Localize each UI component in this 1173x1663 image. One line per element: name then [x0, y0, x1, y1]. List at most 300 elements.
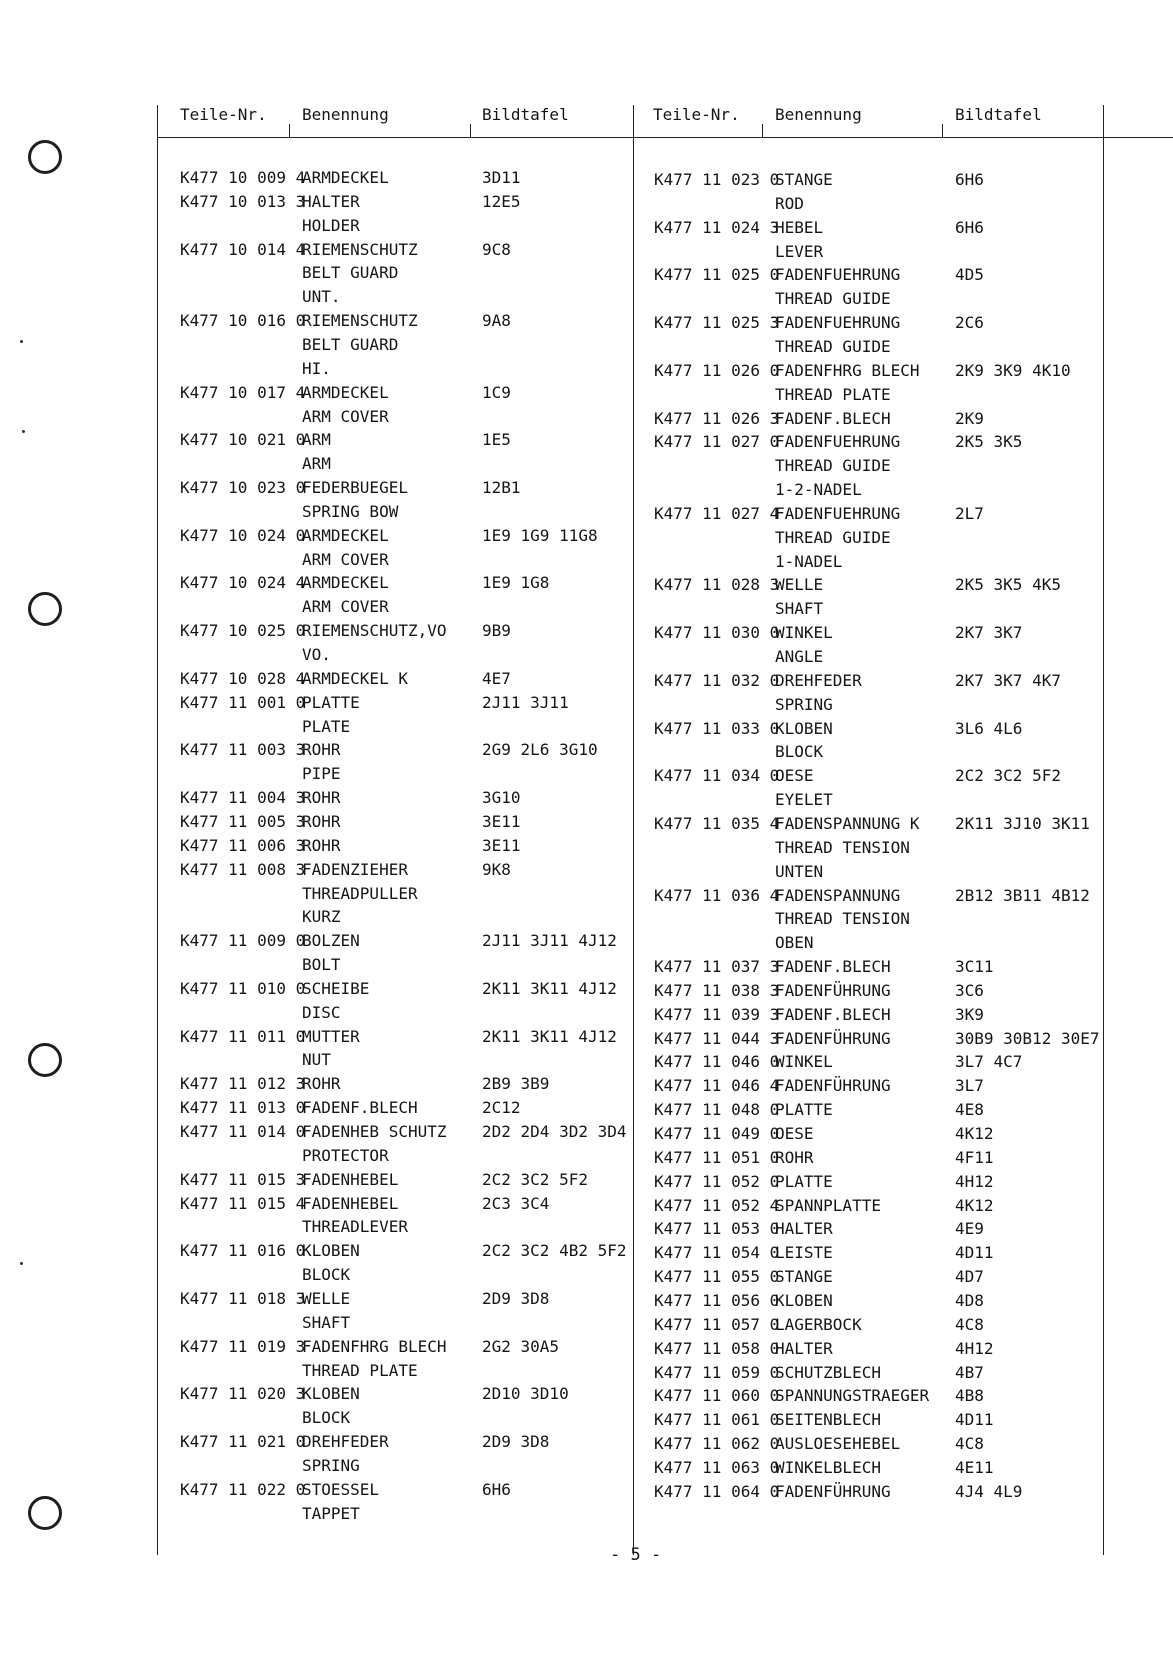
plate-reference: 1C9 [482, 382, 511, 402]
header-teile-nr: Teile-Nr. [180, 105, 267, 124]
part-name: BOLZEN [302, 931, 360, 951]
part-number: K477 10 014 4 [180, 239, 306, 259]
list-item [0, 1289, 1173, 1312]
part-number: K477 11 014 0 [180, 1122, 306, 1141]
part-name: FADENF.BLECH [775, 408, 891, 428]
part-name: KLOBEN [775, 1290, 833, 1310]
part-number: K477 11 054 0 [654, 1243, 780, 1263]
list-item [0, 1480, 1173, 1503]
part-number: K477 11 030 0 [654, 623, 780, 643]
part-name: BLOCK [775, 742, 824, 762]
part-name: NUT [302, 1050, 331, 1070]
plate-reference: 1E5 [482, 430, 511, 450]
plate-reference: 30B9 30B12 30E7 [955, 1028, 1100, 1048]
plate-reference: 2K11 3K11 4J12 [482, 978, 617, 998]
plate-reference: 9K8 [482, 859, 511, 879]
part-number: K477 11 052 0 [654, 1171, 780, 1191]
part-number: K477 10 024 4 [180, 573, 306, 593]
plate-reference: 2D9 3D8 [482, 1432, 550, 1452]
header-tick [942, 124, 943, 137]
part-name: STANGE [775, 170, 833, 189]
plate-reference: 2K7 3K7 [955, 623, 1023, 643]
part-name: STOESSEL [302, 1479, 380, 1499]
header-rule [157, 137, 1173, 138]
part-name: FADENF.BLECH [775, 1004, 891, 1024]
plate-reference: 3C6 [955, 980, 984, 1000]
part-name: ROD [775, 193, 804, 213]
part-number: K477 10 009 4 [180, 168, 306, 187]
header-bildtafel: Bildtafel [482, 105, 569, 124]
part-name: ANGLE [775, 647, 824, 666]
plate-reference: 3C11 [955, 957, 994, 977]
list-item [0, 931, 1173, 954]
part-name: SHAFT [775, 599, 824, 619]
part-name: FADENF.BLECH [302, 1098, 418, 1118]
part-number: K477 11 052 4 [654, 1195, 780, 1215]
plate-reference: 4D7 [955, 1267, 984, 1287]
part-name: PLATE [302, 716, 351, 736]
list-item [0, 216, 1173, 239]
part-number: K477 11 004 3 [180, 788, 306, 808]
list-item [0, 1217, 1173, 1240]
part-name: MUTTER [302, 1026, 360, 1046]
part-name: RIEMENSCHUTZ [302, 311, 418, 331]
plate-reference: 6H6 [955, 170, 984, 189]
part-name: DREHFEDER [302, 1432, 389, 1452]
plate-reference: 2D2 2D4 3D2 3D4 [482, 1122, 627, 1141]
part-name: FADENFUEHRUNG [775, 313, 901, 333]
plate-reference: 4C8 [955, 1434, 984, 1454]
part-name: DISC [302, 1002, 341, 1022]
list-item [0, 621, 1173, 644]
plate-reference: 3L6 4L6 [955, 718, 1023, 738]
part-number: K477 11 061 0 [654, 1410, 780, 1430]
part-number: K477 10 021 0 [180, 430, 306, 450]
plate-reference: 2G9 2L6 3G10 [482, 740, 598, 760]
part-number: K477 11 003 3 [180, 740, 306, 760]
header-bildtafel: Bildtafel [955, 105, 1042, 124]
list-item [0, 478, 1173, 501]
part-number: K477 11 036 4 [654, 885, 780, 905]
part-number: K477 11 005 3 [180, 811, 306, 831]
part-number: K477 11 026 0 [654, 360, 780, 380]
part-number: K477 11 015 4 [180, 1193, 306, 1213]
part-name: FADENFUEHRUNG [775, 432, 901, 452]
part-name: BLOCK [302, 1408, 351, 1428]
part-name: FADENF.BLECH [775, 957, 891, 977]
part-name: FADENSPANNUNG [775, 885, 901, 905]
part-name: ROHR [302, 740, 341, 760]
plate-reference: 3D11 [482, 168, 521, 187]
part-name: ROHR [302, 835, 341, 855]
plate-reference: 4H12 [955, 1171, 994, 1191]
plate-reference: 2K11 3J10 3K11 [955, 813, 1090, 833]
header-tick [470, 124, 471, 137]
part-name: ROHR [302, 811, 341, 831]
list-item [0, 407, 1173, 430]
list-item [0, 454, 1173, 477]
list-item [0, 1337, 1173, 1360]
part-number: K477 11 044 3 [654, 1028, 780, 1048]
plate-reference: 9C8 [482, 239, 511, 259]
part-number: K477 11 023 0 [654, 170, 780, 189]
part-name: ARM COVER [302, 549, 389, 569]
plate-reference: 4B8 [955, 1386, 984, 1406]
plate-reference: 2C2 3C2 5F2 [955, 766, 1061, 786]
part-number: K477 10 024 0 [180, 525, 306, 545]
part-number: K477 10 013 3 [180, 191, 306, 211]
part-number: K477 11 016 0 [180, 1241, 306, 1261]
part-name: SCHEIBE [302, 978, 370, 998]
part-number: K477 11 038 3 [654, 980, 780, 1000]
part-number: K477 11 010 0 [180, 978, 306, 998]
part-name: ROHR [775, 1147, 814, 1167]
list-item [0, 812, 1173, 835]
part-name: THREAD TENSION [775, 909, 910, 929]
part-number: K477 10 023 0 [180, 478, 306, 498]
part-name: ROHR [302, 1074, 341, 1094]
part-name: THREADLEVER [302, 1217, 408, 1237]
list-item [0, 669, 1173, 692]
plate-reference: 2K5 3K5 4K5 [955, 575, 1061, 595]
list-item [0, 526, 1173, 549]
part-name: FADENFÜHRUNG [775, 1076, 891, 1096]
plate-reference: 4J4 4L9 [955, 1481, 1023, 1501]
list-item [0, 1265, 1173, 1288]
part-name: OBEN [775, 933, 814, 953]
part-name: THREADPULLER [302, 883, 418, 903]
list-item [0, 1361, 1173, 1384]
list-item [0, 907, 1173, 930]
list-item [0, 1502, 1173, 1525]
part-number: K477 11 046 0 [654, 1052, 780, 1072]
part-name: THREAD PLATE [775, 384, 891, 404]
part-name: HALTER [775, 1219, 833, 1239]
list-item [0, 1027, 1173, 1050]
plate-reference: 2K5 3K5 [955, 432, 1023, 452]
part-name: ARMDECKEL [302, 168, 389, 187]
part-name: BOLT [302, 955, 341, 975]
plate-reference: 2K11 3K11 4J12 [482, 1026, 617, 1046]
part-name: ARM COVER [302, 597, 389, 617]
plate-reference: 3E11 [482, 811, 521, 831]
part-name: OESE [775, 766, 814, 786]
plate-reference: 2J11 3J11 [482, 692, 569, 712]
plate-reference: 2J11 3J11 4J12 [482, 931, 617, 951]
part-name: KURZ [302, 907, 341, 927]
list-item [0, 1313, 1173, 1336]
part-name: SPRING [775, 694, 833, 714]
list-item [0, 1456, 1173, 1479]
list-item [0, 717, 1173, 740]
part-number: K477 11 009 0 [180, 931, 306, 951]
part-number: K477 11 013 0 [180, 1098, 306, 1118]
part-name: FADENFUEHRUNG [775, 265, 901, 285]
list-item [0, 597, 1173, 620]
part-name: EYELET [775, 790, 833, 810]
list-item [0, 335, 1173, 358]
part-name: RIEMENSCHUTZ [302, 239, 418, 259]
part-name: RIEMENSCHUTZ,VO [302, 621, 447, 641]
part-name: FADENFHRG BLECH [775, 360, 920, 380]
plate-reference: 12B1 [482, 478, 521, 498]
plate-reference: 4F11 [955, 1147, 994, 1167]
plate-reference: 2L7 [955, 503, 984, 523]
plate-reference: 2K9 [955, 408, 984, 428]
plate-reference: 2B12 3B11 4B12 [955, 885, 1090, 905]
plate-reference: 4D5 [955, 265, 984, 285]
plate-reference: 4E8 [955, 1100, 984, 1120]
part-name: KLOBEN [775, 718, 833, 738]
part-name: HEBEL [775, 217, 824, 237]
part-name: WINKEL [775, 623, 833, 643]
plate-reference: 2C6 [955, 313, 984, 333]
part-number: K477 11 035 4 [654, 813, 780, 833]
list-item [0, 1074, 1173, 1097]
part-name: UNTEN [775, 861, 824, 881]
part-number: K477 11 012 3 [180, 1074, 306, 1094]
part-number: K477 11 020 3 [180, 1384, 306, 1404]
plate-reference: 4K12 [955, 1195, 994, 1215]
list-item [0, 1050, 1173, 1073]
plate-reference: 2K9 3K9 4K10 [955, 360, 1071, 380]
part-name: ARM COVER [302, 406, 389, 426]
part-name: THREAD GUIDE [775, 527, 891, 547]
part-number: K477 11 001 0 [180, 692, 306, 712]
part-name: ARMDECKEL [302, 382, 389, 402]
plate-reference: 4H12 [955, 1338, 994, 1358]
list-item [0, 693, 1173, 716]
header-tick [289, 124, 290, 137]
list-item [0, 1146, 1173, 1169]
part-number: K477 11 057 0 [654, 1314, 780, 1334]
plate-reference: 4B7 [955, 1362, 984, 1382]
plate-reference: 4E7 [482, 668, 511, 688]
list-item [0, 240, 1173, 263]
plate-reference: 3E11 [482, 835, 521, 855]
part-name: FADENSPANNUNG K [775, 813, 920, 833]
part-name: THREAD GUIDE [775, 336, 891, 356]
plate-reference: 3L7 4C7 [955, 1052, 1023, 1072]
part-name: LEISTE [775, 1243, 833, 1263]
list-item [0, 1408, 1173, 1431]
plate-reference: 4C8 [955, 1314, 984, 1334]
part-number: K477 11 048 0 [654, 1100, 780, 1120]
header-benennung: Benennung [302, 105, 389, 124]
list-item [0, 740, 1173, 763]
list-item [0, 1098, 1173, 1121]
part-name: BELT GUARD [302, 263, 399, 283]
plate-reference: 2G2 30A5 [482, 1336, 560, 1356]
list-item [0, 645, 1173, 668]
part-number: K477 11 015 3 [180, 1169, 306, 1189]
part-name: SPRING BOW [302, 501, 399, 521]
part-name: KLOBEN [302, 1241, 360, 1261]
list-item [0, 287, 1173, 310]
list-item [0, 836, 1173, 859]
part-name: FADENFHRG BLECH [302, 1336, 447, 1356]
part-number: K477 11 037 3 [654, 957, 780, 977]
part-name: THREAD GUIDE [775, 289, 891, 309]
plate-reference: 2C12 [482, 1098, 521, 1118]
part-name: FADENHEBEL [302, 1169, 399, 1189]
part-name: HOLDER [302, 215, 360, 235]
part-name: FADENZIEHER [302, 859, 408, 879]
list-item [0, 263, 1173, 286]
plate-reference: 4D8 [955, 1290, 984, 1310]
plate-reference: 4D11 [955, 1243, 994, 1263]
part-number: K477 11 033 0 [654, 718, 780, 738]
part-name: STANGE [775, 1267, 833, 1287]
part-number: K477 11 018 3 [180, 1288, 306, 1308]
part-number: K477 11 051 0 [654, 1147, 780, 1167]
list-item [0, 955, 1173, 978]
list-item [0, 860, 1173, 883]
list-item [0, 311, 1173, 334]
plate-reference: 4E9 [955, 1219, 984, 1239]
part-name: FADENFÜHRUNG [775, 1028, 891, 1048]
header-tick [762, 124, 763, 137]
plate-reference: 2C2 3C2 4B2 5F2 [482, 1241, 627, 1261]
part-number: K477 11 064 0 [654, 1481, 780, 1501]
plate-reference: 6H6 [955, 217, 984, 237]
list-item [0, 1241, 1173, 1264]
plate-reference: 1E9 1G8 [482, 573, 550, 593]
list-item [0, 1003, 1173, 1026]
part-name: HI. [302, 358, 331, 378]
part-name: BELT GUARD [302, 334, 399, 354]
part-number: K477 10 016 0 [180, 311, 306, 331]
list-item [0, 550, 1173, 573]
part-number: K477 11 024 3 [654, 217, 780, 237]
part-name: ARM [302, 430, 331, 450]
part-number: K477 10 017 4 [180, 382, 306, 402]
plate-reference: 2B9 3B9 [482, 1074, 550, 1094]
part-number: K477 11 046 4 [654, 1076, 780, 1096]
part-name: KLOBEN [302, 1384, 360, 1404]
part-name: SPANNUNGSTRAEGER [775, 1386, 930, 1406]
part-name: AUSLOESEHEBEL [775, 1434, 901, 1454]
plate-reference: 2C2 3C2 5F2 [482, 1169, 588, 1189]
part-name: BLOCK [302, 1265, 351, 1285]
part-name: TAPPET [302, 1503, 360, 1523]
plate-reference: 6H6 [482, 1479, 511, 1499]
part-number: K477 11 008 3 [180, 859, 306, 879]
part-number: K477 11 021 0 [180, 1432, 306, 1452]
list-item [0, 1122, 1173, 1145]
part-number: K477 11 019 3 [180, 1336, 306, 1356]
part-name: UNT. [302, 287, 341, 307]
part-number: K477 11 006 3 [180, 835, 306, 855]
plate-reference: 12E5 [482, 191, 521, 211]
part-number: K477 11 022 0 [180, 1479, 306, 1499]
part-number: K477 11 011 0 [180, 1026, 306, 1046]
part-number: K477 11 059 0 [654, 1362, 780, 1382]
list-item [0, 788, 1173, 811]
part-name: WELLE [775, 575, 824, 595]
part-name: DREHFEDER [775, 670, 862, 690]
part-name: PLATTE [775, 1171, 833, 1191]
part-number: K477 11 025 3 [654, 313, 780, 333]
part-number: K477 11 034 0 [654, 766, 780, 786]
part-name: WINKELBLECH [775, 1457, 881, 1477]
plate-reference: 2K7 3K7 4K7 [955, 670, 1061, 690]
list-item [0, 383, 1173, 406]
part-number: K477 11 028 3 [654, 575, 780, 595]
list-item [0, 430, 1173, 453]
plate-reference: 4K12 [955, 1124, 994, 1143]
part-number: K477 10 028 4 [180, 668, 306, 688]
page-number: - 5 - [610, 1545, 662, 1565]
part-name: WINKEL [775, 1052, 833, 1072]
plate-reference: 3L7 [955, 1076, 984, 1096]
part-name: ARMDECKEL [302, 573, 389, 593]
part-name: 1-2-NADEL [775, 480, 862, 500]
list-item [0, 1194, 1173, 1217]
list-item [0, 502, 1173, 525]
plate-reference: 3K9 [955, 1004, 984, 1024]
part-number: K477 11 026 3 [654, 408, 780, 428]
list-item [0, 764, 1173, 787]
plate-reference: 2D9 3D8 [482, 1288, 550, 1308]
header-teile-nr: Teile-Nr. [653, 105, 740, 124]
part-name: VO. [302, 645, 331, 664]
list-item [0, 192, 1173, 215]
list-item [0, 573, 1173, 596]
part-number: K477 11 055 0 [654, 1267, 780, 1287]
part-number: K477 11 032 0 [654, 670, 780, 690]
part-name: LAGERBOCK [775, 1314, 862, 1334]
part-name: ROHR [302, 788, 341, 808]
part-name: OESE [775, 1124, 814, 1143]
part-number: K477 11 053 0 [654, 1219, 780, 1239]
plate-reference: 4D11 [955, 1410, 994, 1430]
part-name: SEITENBLECH [775, 1410, 881, 1430]
plate-reference: 9A8 [482, 311, 511, 331]
part-name: FADENHEB SCHUTZ [302, 1122, 447, 1141]
part-name: FEDERBUEGEL [302, 478, 408, 498]
list-item [0, 359, 1173, 382]
header-benennung: Benennung [775, 105, 862, 124]
part-number: K477 11 060 0 [654, 1386, 780, 1406]
part-number: K477 11 056 0 [654, 1290, 780, 1310]
list-item [0, 884, 1173, 907]
part-name: PIPE [302, 764, 341, 784]
part-name: 1-NADEL [775, 551, 843, 571]
part-name: FADENFÜHRUNG [775, 980, 891, 1000]
list-item [0, 168, 1173, 191]
part-number: K477 11 027 0 [654, 432, 780, 452]
part-name: FADENHEBEL [302, 1193, 399, 1213]
plate-reference: 2C3 3C4 [482, 1193, 550, 1213]
part-name: SPRING [302, 1455, 360, 1475]
plate-reference: 3G10 [482, 788, 521, 808]
part-number: K477 11 062 0 [654, 1434, 780, 1454]
part-name: PROTECTOR [302, 1145, 389, 1165]
part-name: HALTER [302, 191, 360, 211]
part-name: SCHUTZBLECH [775, 1362, 881, 1382]
part-number: K477 11 025 0 [654, 265, 780, 285]
part-number: K477 11 027 4 [654, 503, 780, 523]
part-number: K477 11 058 0 [654, 1338, 780, 1358]
part-name: FADENFUEHRUNG [775, 503, 901, 523]
part-name: PLATTE [775, 1100, 833, 1120]
part-number: K477 11 049 0 [654, 1124, 780, 1143]
part-name: WELLE [302, 1288, 351, 1308]
part-name: ARMDECKEL [302, 525, 389, 545]
part-name: SHAFT [302, 1312, 351, 1332]
part-number: K477 11 063 0 [654, 1457, 780, 1477]
